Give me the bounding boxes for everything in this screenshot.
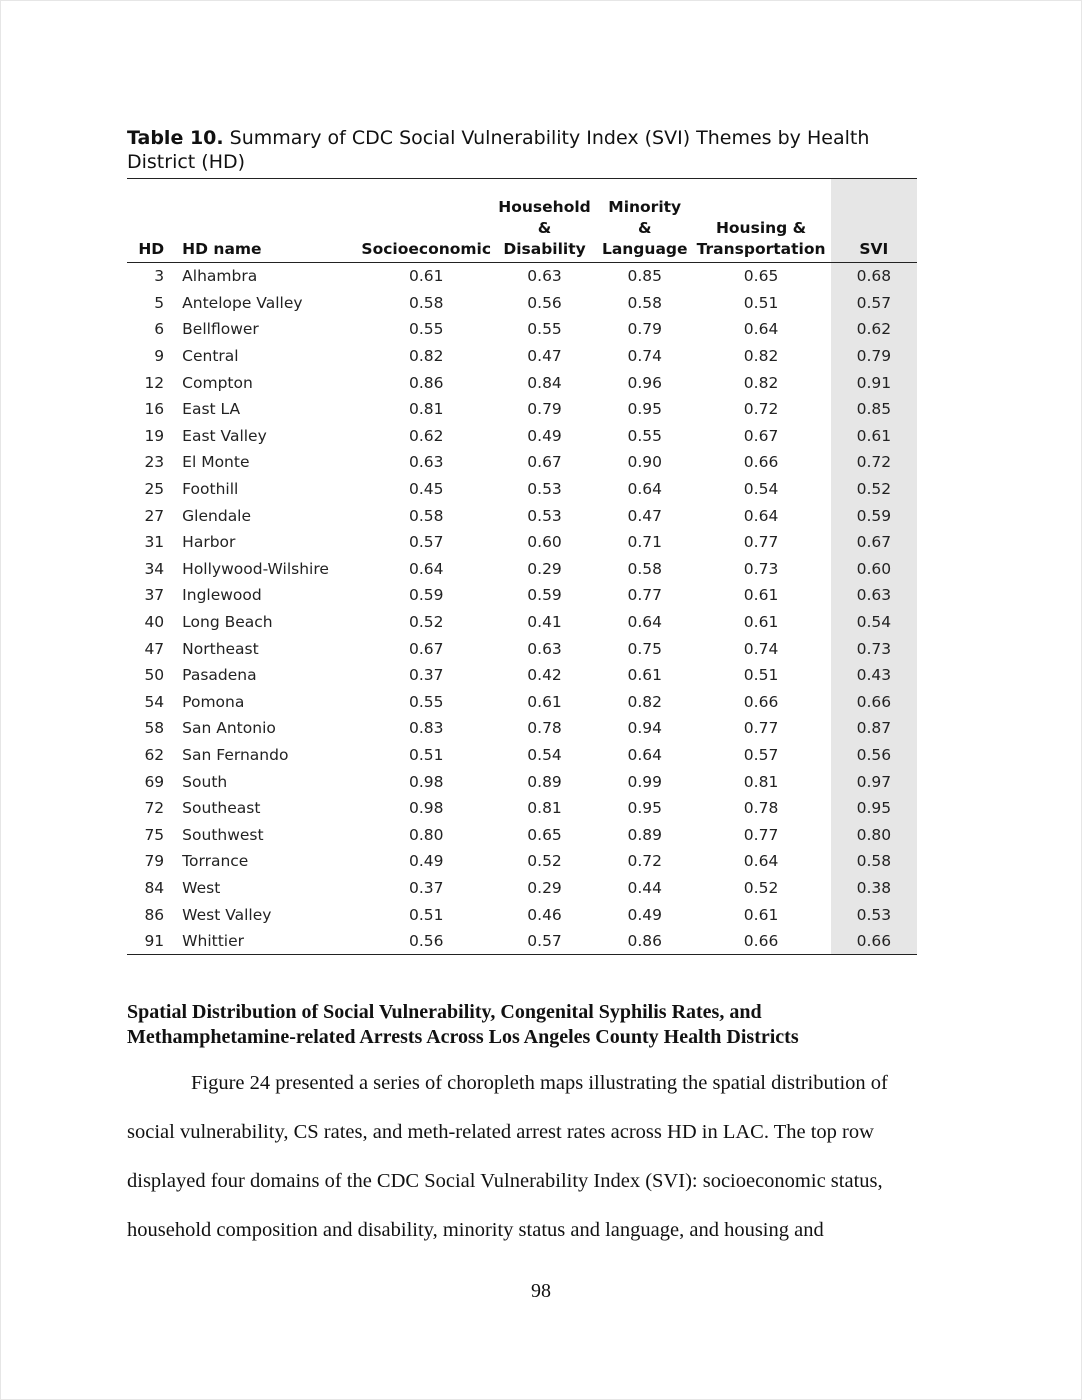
table-row <box>127 529 917 556</box>
cell-household: 0.49 <box>527 426 562 445</box>
cell-hd: 3 <box>154 267 165 286</box>
cell-hd-name: Torrance <box>182 852 249 871</box>
table-caption-label: Table 10. <box>127 127 224 149</box>
cell-minority: 0.77 <box>627 586 662 605</box>
cell-svi: 0.79 <box>831 343 917 370</box>
table-row <box>127 662 917 689</box>
cell-svi: 0.52 <box>831 476 917 503</box>
cell-socioeconomic: 0.55 <box>408 320 444 339</box>
table-row <box>127 369 917 396</box>
table-caption-text: Summary of CDC Social Vulnerability Index (SVI) Themes by Health District (HD) <box>127 127 870 173</box>
cell-housing: 0.82 <box>743 373 779 392</box>
cell-hd: 75 <box>144 825 165 844</box>
cell-socioeconomic: 0.51 <box>408 745 444 764</box>
cell-svi: 0.58 <box>831 848 917 875</box>
cell-housing: 0.51 <box>743 666 779 685</box>
cell-household: 0.47 <box>527 347 562 366</box>
cell-hd-name: Pomona <box>182 692 245 711</box>
cell-minority: 0.61 <box>627 666 662 685</box>
cell-household: 0.63 <box>527 267 562 286</box>
cell-minority: 0.47 <box>627 506 662 525</box>
table-row <box>127 476 917 503</box>
cell-minority: 0.79 <box>627 320 662 339</box>
cell-hd-name: Inglewood <box>182 586 262 605</box>
cell-housing: 0.77 <box>743 533 779 552</box>
header-minority-line1: Minority <box>608 198 682 216</box>
header-housing-line1: Housing & <box>715 219 807 237</box>
cell-hd: 31 <box>144 533 165 552</box>
cell-hd-name: West <box>182 878 221 897</box>
cell-socioeconomic: 0.67 <box>408 639 444 658</box>
cell-hd: 86 <box>144 905 165 924</box>
cell-hd: 27 <box>144 506 165 525</box>
cell-minority: 0.75 <box>627 639 662 658</box>
cell-hd: 47 <box>144 639 165 658</box>
cell-housing: 0.67 <box>743 426 779 445</box>
table-row <box>127 635 917 662</box>
cell-hd-name: South <box>182 772 228 791</box>
table-row <box>127 502 917 529</box>
header-household <box>491 179 598 263</box>
cell-minority: 0.58 <box>627 293 662 312</box>
cell-hd-name: Southwest <box>182 825 264 844</box>
cell-svi: 0.59 <box>831 502 917 529</box>
cell-hd-name: Southeast <box>182 799 261 818</box>
table-row <box>127 396 917 423</box>
cell-household: 0.52 <box>527 852 562 871</box>
table-caption <box>127 126 917 174</box>
cell-minority: 0.49 <box>627 905 662 924</box>
cell-socioeconomic: 0.64 <box>408 559 444 578</box>
cell-hd: 5 <box>154 293 165 312</box>
cell-socioeconomic: 0.37 <box>408 878 444 897</box>
cell-household: 0.84 <box>527 373 562 392</box>
cell-household: 0.67 <box>527 453 562 472</box>
header-housing <box>691 179 830 263</box>
cell-hd: 23 <box>144 453 165 472</box>
cell-hd: 79 <box>144 852 165 871</box>
cell-household: 0.78 <box>527 719 562 738</box>
cell-minority: 0.64 <box>627 613 662 632</box>
table-row <box>127 449 917 476</box>
cell-housing: 0.66 <box>743 692 779 711</box>
cell-hd-name: San Fernando <box>182 745 289 764</box>
cell-minority: 0.94 <box>627 719 662 738</box>
table-row <box>127 316 917 343</box>
cell-hd-name: Bellflower <box>182 320 259 339</box>
cell-svi: 0.57 <box>831 290 917 317</box>
cell-svi: 0.73 <box>831 635 917 662</box>
cell-housing: 0.74 <box>743 639 779 658</box>
cell-hd: 50 <box>144 666 165 685</box>
cell-hd: 62 <box>144 745 165 764</box>
cell-household: 0.63 <box>527 639 562 658</box>
cell-svi: 0.63 <box>831 582 917 609</box>
cell-minority: 0.74 <box>627 347 662 366</box>
cell-hd: 16 <box>144 400 165 419</box>
cell-hd: 9 <box>154 347 165 366</box>
cell-minority: 0.55 <box>627 426 662 445</box>
cell-svi: 0.67 <box>831 529 917 556</box>
cell-hd: 37 <box>144 586 165 605</box>
cell-hd-name: Foothill <box>182 480 239 499</box>
cell-hd-name: East LA <box>182 400 241 419</box>
table-row <box>127 290 917 317</box>
cell-svi: 0.62 <box>831 316 917 343</box>
table-row <box>127 848 917 875</box>
cell-socioeconomic: 0.81 <box>408 400 444 419</box>
cell-socioeconomic: 0.37 <box>408 666 444 685</box>
cell-socioeconomic: 0.45 <box>408 480 444 499</box>
cell-hd: 91 <box>144 932 165 951</box>
page-number: 98 <box>531 1280 551 1302</box>
cell-household: 0.61 <box>527 692 562 711</box>
header-hd: HD <box>127 179 164 263</box>
cell-housing: 0.51 <box>743 293 779 312</box>
cell-minority: 0.64 <box>627 480 662 499</box>
header-household-line3: Disability <box>503 240 586 258</box>
cell-housing: 0.57 <box>743 745 779 764</box>
table-row <box>127 875 917 902</box>
cell-household: 0.60 <box>527 533 562 552</box>
cell-hd: 84 <box>144 878 165 897</box>
cell-household: 0.89 <box>527 772 562 791</box>
cell-hd-name: Pasadena <box>182 666 257 685</box>
cell-svi: 0.66 <box>831 928 917 955</box>
cell-svi: 0.66 <box>831 689 917 716</box>
header-minority-line3: Language <box>601 240 688 258</box>
table-row <box>127 742 917 769</box>
cell-hd-name: Long Beach <box>182 613 273 632</box>
cell-minority: 0.86 <box>627 932 662 951</box>
cell-socioeconomic: 0.59 <box>408 586 444 605</box>
cell-hd: 58 <box>144 719 165 738</box>
cell-svi: 0.38 <box>831 875 917 902</box>
cell-minority: 0.64 <box>627 745 662 764</box>
table-row <box>127 795 917 822</box>
cell-svi: 0.80 <box>831 821 917 848</box>
cell-minority: 0.71 <box>627 533 662 552</box>
cell-housing: 0.77 <box>743 719 779 738</box>
cell-socioeconomic: 0.86 <box>408 373 444 392</box>
header-minority <box>598 179 691 263</box>
cell-svi: 0.54 <box>831 609 917 636</box>
cell-household: 0.55 <box>527 320 562 339</box>
cell-svi: 0.60 <box>831 556 917 583</box>
cell-household: 0.79 <box>527 400 562 419</box>
cell-minority: 0.95 <box>627 799 662 818</box>
cell-svi: 0.72 <box>831 449 917 476</box>
cell-household: 0.56 <box>527 293 562 312</box>
cell-minority: 0.82 <box>627 692 662 711</box>
cell-socioeconomic: 0.56 <box>408 932 444 951</box>
cell-svi: 0.68 <box>831 263 917 290</box>
cell-housing: 0.61 <box>743 613 779 632</box>
cell-household: 0.54 <box>527 745 562 764</box>
cell-housing: 0.78 <box>743 799 779 818</box>
table-body <box>127 263 917 955</box>
cell-socioeconomic: 0.52 <box>408 613 444 632</box>
cell-hd-name: Compton <box>182 373 253 392</box>
table-row <box>127 715 917 742</box>
cell-household: 0.29 <box>527 878 562 897</box>
cell-svi: 0.85 <box>831 396 917 423</box>
cell-socioeconomic: 0.51 <box>408 905 444 924</box>
cell-minority: 0.99 <box>627 772 662 791</box>
cell-hd: 72 <box>144 799 165 818</box>
cell-housing: 0.81 <box>743 772 779 791</box>
table-row <box>127 768 917 795</box>
cell-svi: 0.97 <box>831 768 917 795</box>
cell-socioeconomic: 0.61 <box>408 267 444 286</box>
cell-hd-name: Antelope Valley <box>182 293 303 312</box>
cell-household: 0.59 <box>527 586 562 605</box>
cell-hd: 19 <box>144 426 165 445</box>
cell-housing: 0.64 <box>743 320 779 339</box>
table-row <box>127 263 917 290</box>
cell-minority: 0.89 <box>627 825 662 844</box>
cell-housing: 0.82 <box>743 347 779 366</box>
cell-minority: 0.44 <box>627 878 662 897</box>
header-housing-line2: Transportation <box>696 240 826 258</box>
cell-minority: 0.72 <box>627 852 662 871</box>
body-paragraph: Figure 24 presented a series of choropleth maps illustrating the spatial distribution of social vulnerability, CS rates, and meth-related arrest rates across HD in LAC. The top row displayed four domains of the CDC Social Vulnerability Index (SVI): socioeconomic status, household composition and disability, minority status and language, and housing and <box>127 1072 888 1241</box>
cell-svi: 0.95 <box>831 795 917 822</box>
header-household-line1: Household <box>498 198 591 216</box>
cell-svi: 0.91 <box>831 369 917 396</box>
cell-hd: 54 <box>144 692 165 711</box>
table-row <box>127 582 917 609</box>
table-row <box>127 609 917 636</box>
cell-hd: 34 <box>144 559 165 578</box>
header-household-line2: & <box>537 219 552 237</box>
cell-housing: 0.52 <box>743 878 779 897</box>
cell-housing: 0.61 <box>743 586 779 605</box>
header-minority-line2: & <box>637 219 652 237</box>
table-row <box>127 821 917 848</box>
cell-household: 0.29 <box>527 559 562 578</box>
cell-hd-name: West Valley <box>182 905 272 924</box>
cell-housing: 0.65 <box>743 267 779 286</box>
table-row <box>127 556 917 583</box>
cell-socioeconomic: 0.63 <box>408 453 444 472</box>
cell-svi: 0.56 <box>831 742 917 769</box>
table-header-row <box>127 179 917 263</box>
cell-household: 0.53 <box>527 506 562 525</box>
cell-hd-name: Hollywood-Wilshire <box>182 559 329 578</box>
cell-household: 0.41 <box>527 613 562 632</box>
cell-hd-name: El Monte <box>182 453 250 472</box>
cell-socioeconomic: 0.83 <box>408 719 444 738</box>
cell-household: 0.46 <box>527 905 562 924</box>
cell-hd-name: Alhambra <box>182 267 258 286</box>
cell-minority: 0.90 <box>627 453 662 472</box>
cell-household: 0.81 <box>527 799 562 818</box>
table-row <box>127 343 917 370</box>
cell-household: 0.57 <box>527 932 562 951</box>
cell-housing: 0.64 <box>743 506 779 525</box>
cell-minority: 0.96 <box>627 373 662 392</box>
header-svi: SVI <box>831 179 917 263</box>
cell-minority: 0.58 <box>627 559 662 578</box>
cell-svi: 0.43 <box>831 662 917 689</box>
svi-table <box>127 178 917 955</box>
cell-socioeconomic: 0.55 <box>408 692 444 711</box>
table-row <box>127 689 917 716</box>
table-row <box>127 423 917 450</box>
cell-hd-name: Northeast <box>182 639 259 658</box>
cell-hd: 12 <box>144 373 165 392</box>
cell-hd: 69 <box>144 772 165 791</box>
cell-housing: 0.77 <box>743 825 779 844</box>
cell-hd-name: Glendale <box>182 506 252 525</box>
header-socioeconomic: Socioeconomic <box>361 179 491 263</box>
cell-svi: 0.61 <box>831 423 917 450</box>
cell-housing: 0.54 <box>743 480 779 499</box>
cell-housing: 0.72 <box>743 400 779 419</box>
cell-hd-name: San Antonio <box>182 719 276 738</box>
cell-socioeconomic: 0.57 <box>408 533 444 552</box>
cell-hd: 40 <box>144 613 165 632</box>
cell-hd-name: East Valley <box>182 426 267 445</box>
cell-housing: 0.73 <box>743 559 779 578</box>
cell-housing: 0.66 <box>743 932 779 951</box>
cell-hd-name: Whittier <box>182 932 244 951</box>
cell-svi: 0.87 <box>831 715 917 742</box>
cell-hd: 25 <box>144 480 165 499</box>
cell-socioeconomic: 0.80 <box>408 825 444 844</box>
cell-svi: 0.53 <box>831 901 917 928</box>
table-row <box>127 901 917 928</box>
header-hd-name: HD name <box>164 179 361 263</box>
section-heading: Spatial Distribution of Social Vulnerability, Congenital Syphilis Rates, and Methamphetamine-related Arrests Across Los Angeles County Health Districts <box>127 1001 799 1048</box>
cell-socioeconomic: 0.98 <box>408 772 444 791</box>
cell-hd-name: Central <box>182 347 239 366</box>
cell-household: 0.42 <box>527 666 562 685</box>
cell-socioeconomic: 0.58 <box>408 506 444 525</box>
cell-minority: 0.85 <box>627 267 662 286</box>
cell-hd: 6 <box>154 320 165 339</box>
cell-minority: 0.95 <box>627 400 662 419</box>
cell-housing: 0.64 <box>743 852 779 871</box>
cell-household: 0.65 <box>527 825 562 844</box>
cell-hd-name: Harbor <box>182 533 236 552</box>
cell-housing: 0.66 <box>743 453 779 472</box>
cell-socioeconomic: 0.62 <box>408 426 444 445</box>
cell-socioeconomic: 0.82 <box>408 347 444 366</box>
cell-housing: 0.61 <box>743 905 779 924</box>
table-row <box>127 928 917 955</box>
cell-household: 0.53 <box>527 480 562 499</box>
cell-socioeconomic: 0.49 <box>408 852 444 871</box>
cell-socioeconomic: 0.98 <box>408 799 444 818</box>
cell-socioeconomic: 0.58 <box>408 293 444 312</box>
